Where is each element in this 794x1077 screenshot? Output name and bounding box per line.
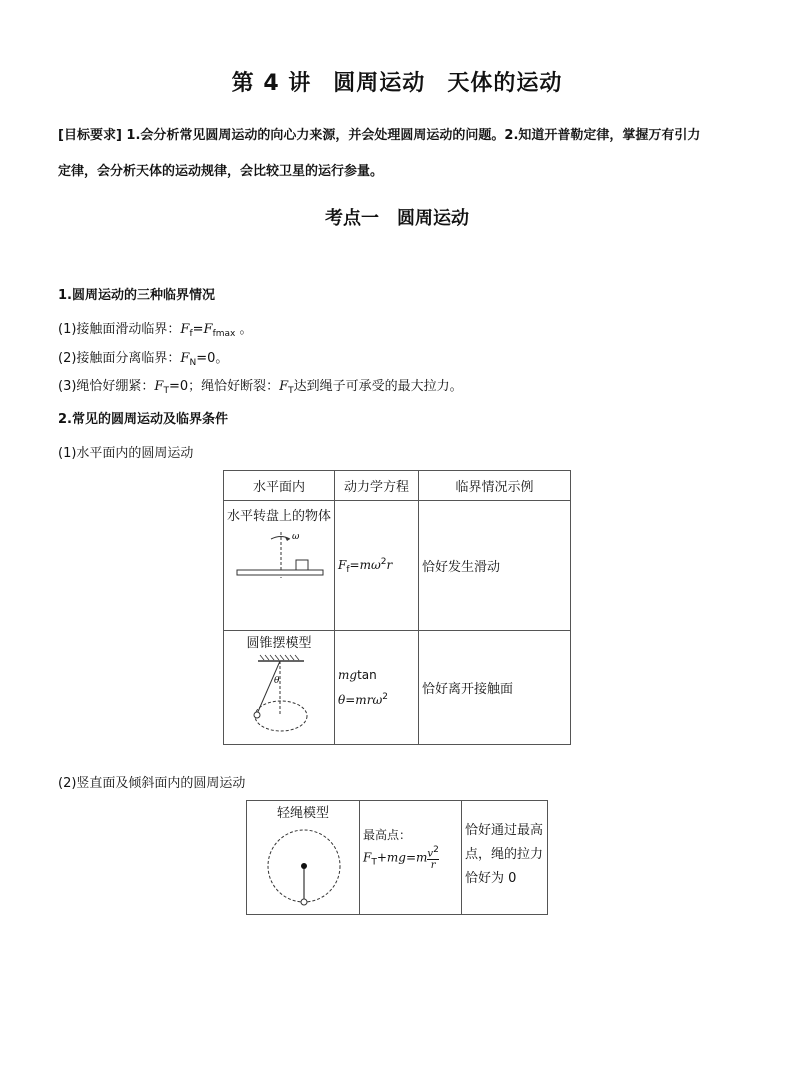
table2-row1-example: 恰好通过最高点，绳的拉力恰好为 0 (462, 801, 548, 915)
table1-row2-equation: mgtan θ=mrω$^2$ (335, 631, 419, 745)
heading-critical-cases: 1.圆周运动的三种临界情况 (58, 288, 215, 303)
vertical-motion-table (246, 800, 548, 915)
item-1: (1)接触面滑动临界：$F_f=F_{fmax}$ 。 (58, 322, 253, 339)
page-title: 第 4 讲 圆周运动 天体的运动 (231, 71, 563, 96)
omega-symbol: ω (292, 532, 300, 542)
goal-tag: [目标要求] (58, 128, 122, 143)
subheading-vertical: (2)竖直面及倾斜面内的圆周运动 (58, 776, 246, 791)
horizontal-motion-table (223, 470, 571, 745)
goal-line2: 定律，会分析天体的运动规律，会比较卫星的运行参量。 (58, 164, 384, 179)
table1-row2-example: 恰好离开接触面 (419, 631, 571, 745)
section-heading: 考点一 圆周运动 (325, 208, 469, 229)
conical-pendulum-diagram (224, 653, 332, 739)
table1-row2-label-cell (224, 631, 335, 745)
heading-common-motion: 2.常见的圆周运动及临界条件 (58, 412, 228, 427)
turntable-diagram (224, 530, 332, 580)
table2-row1-label-cell (247, 801, 360, 915)
light-rope-diagram (247, 823, 359, 909)
subheading-horizontal: (1)水平面内的圆周运动 (58, 446, 194, 461)
item-2: (2)接触面分离临界：$F_N=0$。 (58, 351, 229, 368)
table1-header-3: 临界情况示例 (419, 471, 571, 501)
table2-row1-equation: 最高点： $F_T+mg=m$ $\frac{v^2}{r}$ (360, 801, 462, 915)
goal-line1: 1.会分析常见圆周运动的向心力来源，并会处理圆周运动的问题。2.知道开普勒定律，掌握万有引力 (126, 128, 701, 143)
theta-symbol: θ (274, 676, 280, 686)
table1-row1-equation: $F_f=m\omega^2r$ (335, 501, 419, 631)
item-3: (3)绳恰好绷紧：$F_T=0$；绳恰好断裂：$F_T$达到绳子可承受的最大拉力。 (58, 379, 463, 396)
table1-row1-label-cell (224, 501, 335, 631)
table2-row1-label: 轻绳模型 (276, 806, 329, 821)
goal-requirements (58, 118, 748, 190)
table1-row2-label: 圆锥摆模型 (246, 636, 312, 651)
table1-row1-label: 水平转盘上的物体 (227, 509, 332, 524)
table1-header-1: 水平面内 (224, 471, 335, 501)
table1-header-2: 动力学方程 (335, 471, 419, 501)
table1-row1-example: 恰好发生滑动 (419, 501, 571, 631)
